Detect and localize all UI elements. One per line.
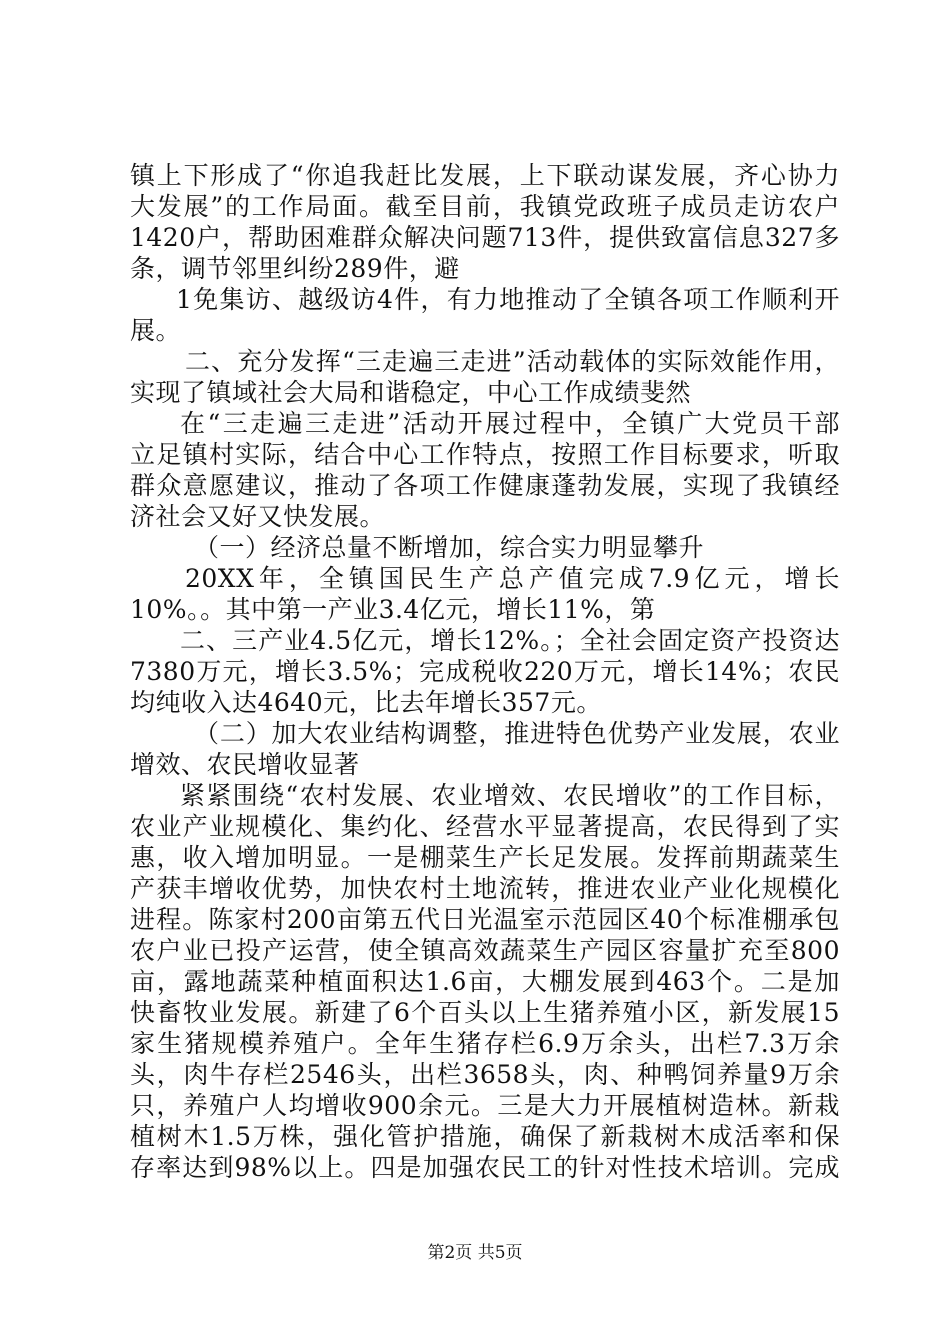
text-line: 农业产业规模化、集约化、经营水平显著提高，农民得到了实 xyxy=(130,812,840,841)
section-heading: 二、充分发挥“三走遍三走进”活动载体的实际效能作用， xyxy=(185,347,840,376)
text-line: 济社会又好又快发展。 xyxy=(130,502,386,531)
text-line: 20XX年，全镇国民生产总产值完成7.9亿元，增长 xyxy=(185,564,840,593)
text-line: 1免集访、越级访4件，有力地推动了全镇各项工作顺利开 xyxy=(176,285,840,314)
text-line: 大发展”的工作局面。截至目前，我镇党政班子成员走访农户 xyxy=(130,192,840,221)
text-line: 紧紧围绕“农村发展、农业增效、农民增收”的工作目标， xyxy=(180,781,840,810)
text-line: 只，养殖户人均增收900余元。三是大力开展植树造林。新栽 xyxy=(130,1091,840,1120)
text-line: 1420户，帮助困难群众解决问题713件，提供致富信息327多 xyxy=(130,223,840,252)
text-line: 农户业已投产运营，使全镇高效蔬菜生产园区容量扩充至800 xyxy=(130,936,840,965)
text-line: 植树木1.5万株，强化管护措施，确保了新栽树木成活率和保 xyxy=(130,1122,840,1151)
text-line: 立足镇村实际，结合中心工作特点，按照工作目标要求，听取 xyxy=(130,440,840,469)
text-line: 亩，露地蔬菜种植面积达1.6亩，大棚发展到463个。二是加 xyxy=(130,967,840,996)
text-line: 镇上下形成了“你追我赶比发展，上下联动谋发展，齐心协力 xyxy=(130,161,840,190)
section-heading: 实现了镇域社会大局和谐稳定，中心工作成绩斐然 xyxy=(130,378,692,407)
document-body xyxy=(130,160,840,1183)
text-line: 二、三产业4.5亿元，增长12%。；全社会固定资产投资达 xyxy=(180,626,840,655)
text-line: 展。 xyxy=(130,316,182,345)
text-line: 10%。。其中第一产业3.4亿元，增长11%，第 xyxy=(130,595,656,624)
text-line: 快畜牧业发展。新建了6个百头以上生猪养殖小区，新发展15 xyxy=(130,998,840,1027)
text-line: 7380万元，增长3.5%；完成税收220万元，增长14%；农民 xyxy=(130,657,840,686)
text-line: 在“三走遍三走进”活动开展过程中，全镇广大党员干部 xyxy=(180,409,840,438)
page-number: 第2页 共5页 xyxy=(427,1243,523,1263)
text-line: 群众意愿建议，推动了各项工作健康蓬勃发展，实现了我镇经 xyxy=(130,471,840,500)
subsection-heading: （二）加大农业结构调整，推进特色优势产业发展，农业 xyxy=(194,719,840,748)
subsection-heading: （一）经济总量不断增加，综合实力明显攀升 xyxy=(194,533,705,562)
subsection-heading: 增效、农民增收显著 xyxy=(130,750,360,779)
text-line: 均纯收入达4640元，比去年增长357元。 xyxy=(130,688,602,717)
text-line: 进程。陈家村200亩第五代日光温室示范园区40个标准棚承包 xyxy=(130,905,840,934)
text-line: 条，调节邻里纠纷289件，避 xyxy=(130,254,460,283)
text-line: 存率达到98%以上。四是加强农民工的针对性技术培训。完成 xyxy=(130,1153,840,1182)
text-line: 惠，收入增加明显。一是棚菜生产长足发展。发挥前期蔬菜生 xyxy=(130,843,840,872)
text-line: 家生猪规模养殖户。全年生猪存栏6.9万余头，出栏7.3万余 xyxy=(130,1029,840,1058)
text-line: 头，肉牛存栏2546头，出栏3658头，肉、种鸭饲养量9万余 xyxy=(130,1060,840,1089)
text-line: 产获丰增收优势，加快农村土地流转，推进农业产业化规模化 xyxy=(130,874,840,903)
